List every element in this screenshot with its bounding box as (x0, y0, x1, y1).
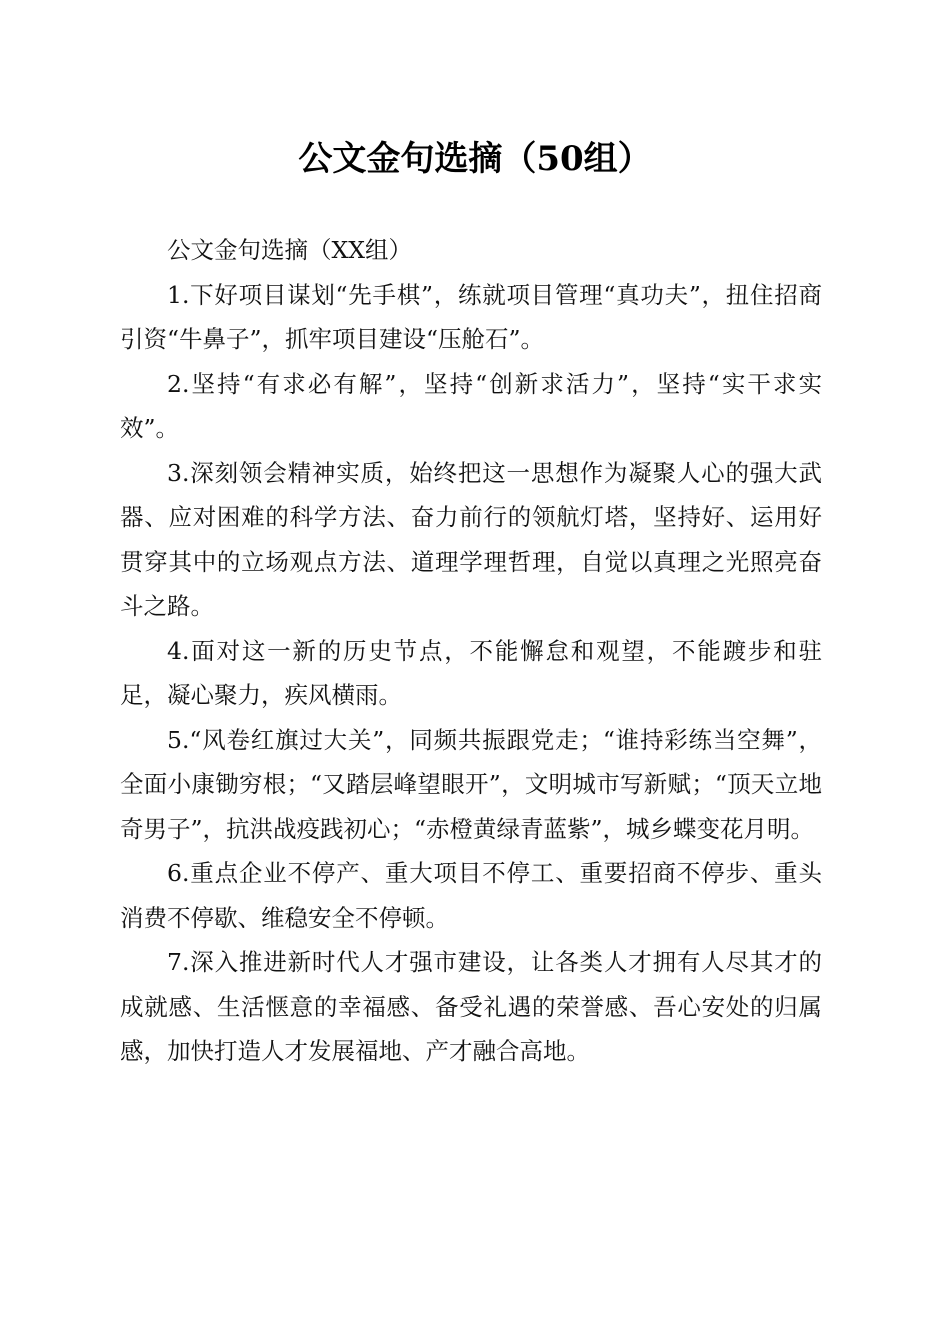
quote-paragraph-2: 2.坚持“有求必有解”，坚持“创新求活力”，坚持“实干求实效”。 (120, 369, 822, 442)
quote-paragraph-7: 7.深入推进新时代人才强市建设，让各类人才拥有人尽其才的成就感、生活惬意的幸福感、备受礼遇的荣誉感、吾心安处的归属感，加快打造人才发展福地、产才融合高地。 (120, 948, 822, 1065)
document-body (120, 228, 822, 1074)
subtitle-paragraph: 公文金句选摘（XX组） (167, 236, 412, 264)
quote-paragraph-3: 3.深刻领会精神实质，始终把这一思想作为凝聚人心的强大武器、应对困难的科学方法、奋力前行的领航灯塔，坚持好、运用好贯穿其中的立场观点方法、道理学理哲理，自觉以真理之光照亮奋斗之路。 (120, 458, 822, 620)
quote-paragraph-4: 4.面对这一新的历史节点，不能懈怠和观望，不能踱步和驻足，凝心聚力，疾风横雨。 (120, 636, 822, 709)
quote-paragraph-1: 1.下好项目谋划“先手棋”，练就项目管理“真功夫”，扭住招商引资“牛鼻子”，抓牢项目建设“压舱石”。 (120, 280, 822, 353)
quote-paragraph-6: 6.重点企业不停产、重大项目不停工、重要招商不停步、重头消费不停歇、维稳安全不停顿。 (120, 859, 822, 932)
document-title: 公文金句选摘（50组） (298, 139, 652, 179)
quote-paragraph-5: 5.“风卷红旗过大关”，同频共振跟党走；“谁持彩练当空舞”，全面小康锄穷根；“又踏层峰望眼开”，文明城市写新赋；“顶天立地奇男子”，抗洪战疫践初心；“赤橙黄绿青蓝紫”，城乡蝶变花月明。 (120, 725, 822, 843)
